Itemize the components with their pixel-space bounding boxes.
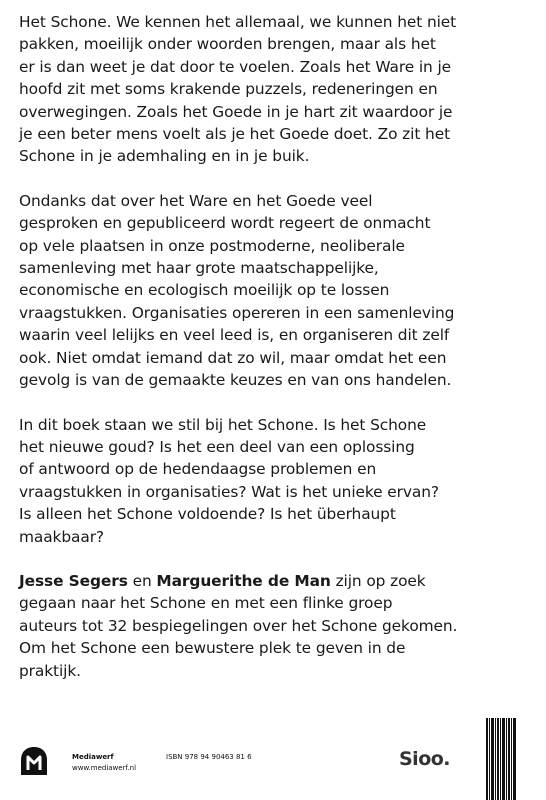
text-line: samenleving met haar grote maatschappelijke, <box>19 259 379 278</box>
text-line: overwegingen. Zoals het Goede in je hart zit waardoor je <box>19 102 453 121</box>
text-line: gevolg is van de gemaakte keuzes en van ons handelen. <box>19 371 452 390</box>
text-line: In dit boek staan we stil bij het Schone. Is het Schone <box>19 415 427 434</box>
text-line: het nieuwe goud? Is het een deel van een oplossing <box>19 437 415 456</box>
isbn-number: ISBN 978 94 90463 81 6 <box>166 753 252 761</box>
publisher-url: www.mediawerf.nl <box>72 764 137 772</box>
text-line: vraagstukken. Organisaties opereren in een samenleving <box>19 303 455 322</box>
text-line: vraagstukken in organisaties? Wat is het unieke ervan? <box>19 482 439 501</box>
text-line: Ondanks dat over het Ware en het Goede veel <box>19 191 373 210</box>
text-line: of antwoord op de hedendaagse problemen en <box>19 460 377 479</box>
publisher-info <box>72 752 136 774</box>
text-line: ook. Niet omdat iemand dat zo wil, maar omdat het een <box>19 348 447 367</box>
text-line: je een beter mens voelt als je het Goede doet. Zo zit het <box>19 125 451 144</box>
paragraph-2 <box>19 190 474 392</box>
text-line: Om het Schone een bewustere plek te geven in de <box>19 639 406 658</box>
text-line: economische en ecologisch moeilijk op te lossen <box>19 281 390 300</box>
paragraph-1 <box>19 11 474 168</box>
authors-line-rest: zijn op zoek <box>330 571 426 590</box>
text-line: gesproken en gepubliceerd wordt regeert de onmacht <box>19 214 431 233</box>
mediawerf-logo-icon <box>20 746 48 776</box>
text-line: maakbaar? <box>19 527 104 546</box>
author-name: Marguerithe de Man <box>156 571 331 590</box>
text-line-authors <box>19 570 474 592</box>
paragraph-3 <box>19 414 474 548</box>
text-line: gegaan naar het Schone en met een flinke groep <box>19 594 393 613</box>
paragraph-4 <box>19 570 474 682</box>
text-line: waarin veel lelijks en veel leed is, en organiseren dit zelf <box>19 326 450 345</box>
text-line: praktijk. <box>19 661 81 680</box>
text-line: Schone in je ademhaling en in je buik. <box>19 147 310 166</box>
back-cover-text <box>19 11 474 704</box>
text-line: auteurs tot 32 bespiegelingen over het Schone gekomen. <box>19 616 458 635</box>
text-line: hoofd zit met soms krakende puzzels, redeneringen en <box>19 80 438 99</box>
text-line: pakken, moeilijk onder woorden brengen, maar als het <box>19 35 436 54</box>
barcode-icon <box>484 718 518 800</box>
text-line: op vele plaatsen in onze postmoderne, neoliberale <box>19 236 405 255</box>
author-conjunction: en <box>127 571 157 590</box>
text-line: Is alleen het Schone voldoende? Is het überhaupt <box>19 505 396 524</box>
author-name: Jesse Segers <box>19 571 128 590</box>
text-line: Het Schone. We kennen het allemaal, we kunnen het niet <box>19 13 457 31</box>
sioo-logo: Sioo. <box>399 748 451 770</box>
text-line: er is dan weet je dat door te voelen. Zoals het Ware in je <box>19 57 452 76</box>
publisher-name: Mediawerf <box>72 753 114 761</box>
